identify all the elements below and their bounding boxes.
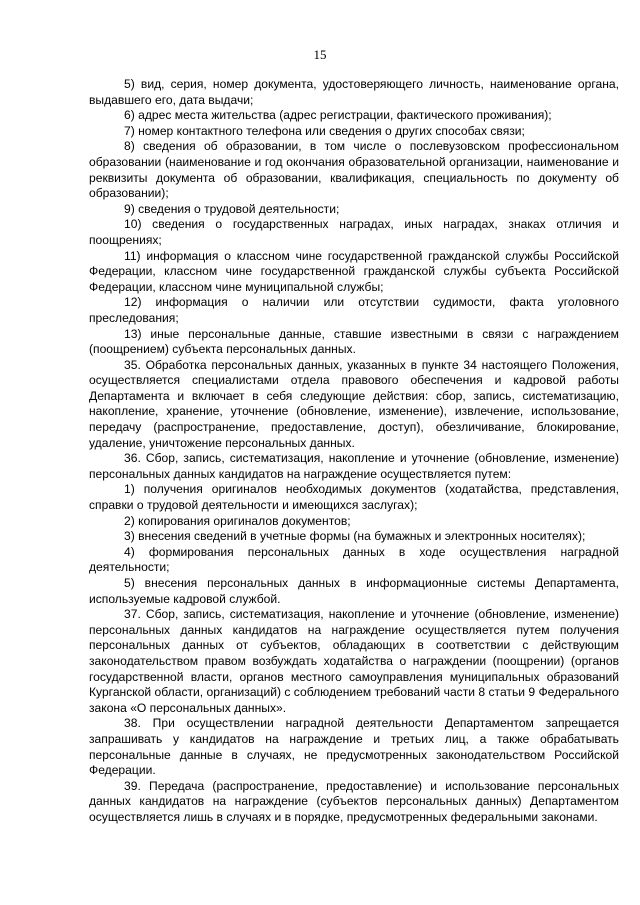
list-item-10-awards: 10) сведения о государственных наградах, иных наградах, знаках отличия и поощрениях; [89, 217, 619, 247]
clause-38: 38. При осуществлении наградной деятельности Департаментом запрещается запрашивать у кандидатов на награждение и третьих лиц, а также обрабатывать персональные данные в случаях, не предусмотренных законодательством Российской Федерации. [89, 716, 619, 778]
clause-36: 36. Сбор, запись, систематизация, накопление и уточнение (обновление, изменение) персональных данных кандидатов на награждение осуществляется путем: [89, 451, 619, 481]
list-item-11-class-rank: 11) информация о классном чине государственной гражданской службы Российской Федерации, классном чине государственной гражданской службы субъекта Российской Федерации, классном чине муниципальной службы; [89, 248, 619, 294]
list-item-5-identity-document: 5) вид, серия, номер документа, удостоверяющего личность, наименование органа, выдавшего его, дата выдачи; [89, 77, 619, 107]
list-item-7-phone: 7) номер контактного телефона или сведения о других способах связи; [124, 123, 525, 138]
clause-36-item-1: 1) получения оригиналов необходимых документов (ходатайства, представления, справки о трудовой деятельности и имеющихся заслугах); [89, 482, 619, 513]
list-item-13-other-data: 13) иные персональные данные, ставшие известными в связи с награждением (поощрением) субъекта персональных данных. [89, 326, 619, 357]
clause-35: 35. Обработка персональных данных, указанных в пункте 34 настоящего Положения, осуществляется специалистами отдела правового обеспечения и кадровой работы Департамента и включает в себя следующие действия: сбор, запись, систематизацию, накопление, хранение, уточнение (обновление, изменение), извлечение, использование, передачу (распространение, предоставление, доступ), обезличивание, блокирование, удаление, уничтожение персональных данных. [89, 357, 619, 450]
clause-39: 39. Передача (распространение, предоставление) и использование персональных данных кандидатов на награждение (субъектов персональных данных) Департаментом осуществляется лишь в случаях и в порядке, предусмотренных федеральными законами. [89, 778, 619, 824]
clause-36-item-4: 4) формирования персональных данных в ходе осуществления наградной деятельности; [89, 544, 619, 575]
list-item-12-criminal-record: 12) информация о наличии или отсутствии судимости, факта уголовного преследования; [89, 295, 619, 325]
list-item-9-employment: 9) сведения о трудовой деятельности; [124, 201, 340, 216]
list-item-8-education: 8) сведения об образовании, в том числе о послевузовском профессиональном образовании (наименование и год окончания образовательной организации, наименование и реквизиты документа об образовании, квалификация, специальность по документу об образовании); [89, 139, 619, 201]
list-item-6-address: 6) адрес места жительства (адрес регистрации, фактического проживания); [124, 108, 552, 123]
document-body [89, 77, 619, 826]
clause-36-item-2: 2) копирования оригиналов документов; [124, 513, 351, 528]
clause-36-item-3: 3) внесения сведений в учетные формы (на бумажных и электронных носителях); [124, 529, 586, 544]
clause-36-item-5: 5) внесения персональных данных в информационные системы Департамента, используемые кадровой службой. [89, 576, 619, 606]
page-number: 15 [313, 47, 327, 62]
clause-37: 37. Сбор, запись, систематизация, накопление и уточнение (обновление, изменение) персональных данных кандидатов на награждение осуществляется путем получения персональных данных от субъектов, обладающих в соответствии с действующим законодательством правом возбуждать ходатайства о награждении (поощрении) (органов государственной власти, органов местного самоуправления муниципальных образований Курганской области, организаций) с соблюдением требований части 8 статьи 9 Федерального закона «О персональных данных». [89, 607, 619, 715]
